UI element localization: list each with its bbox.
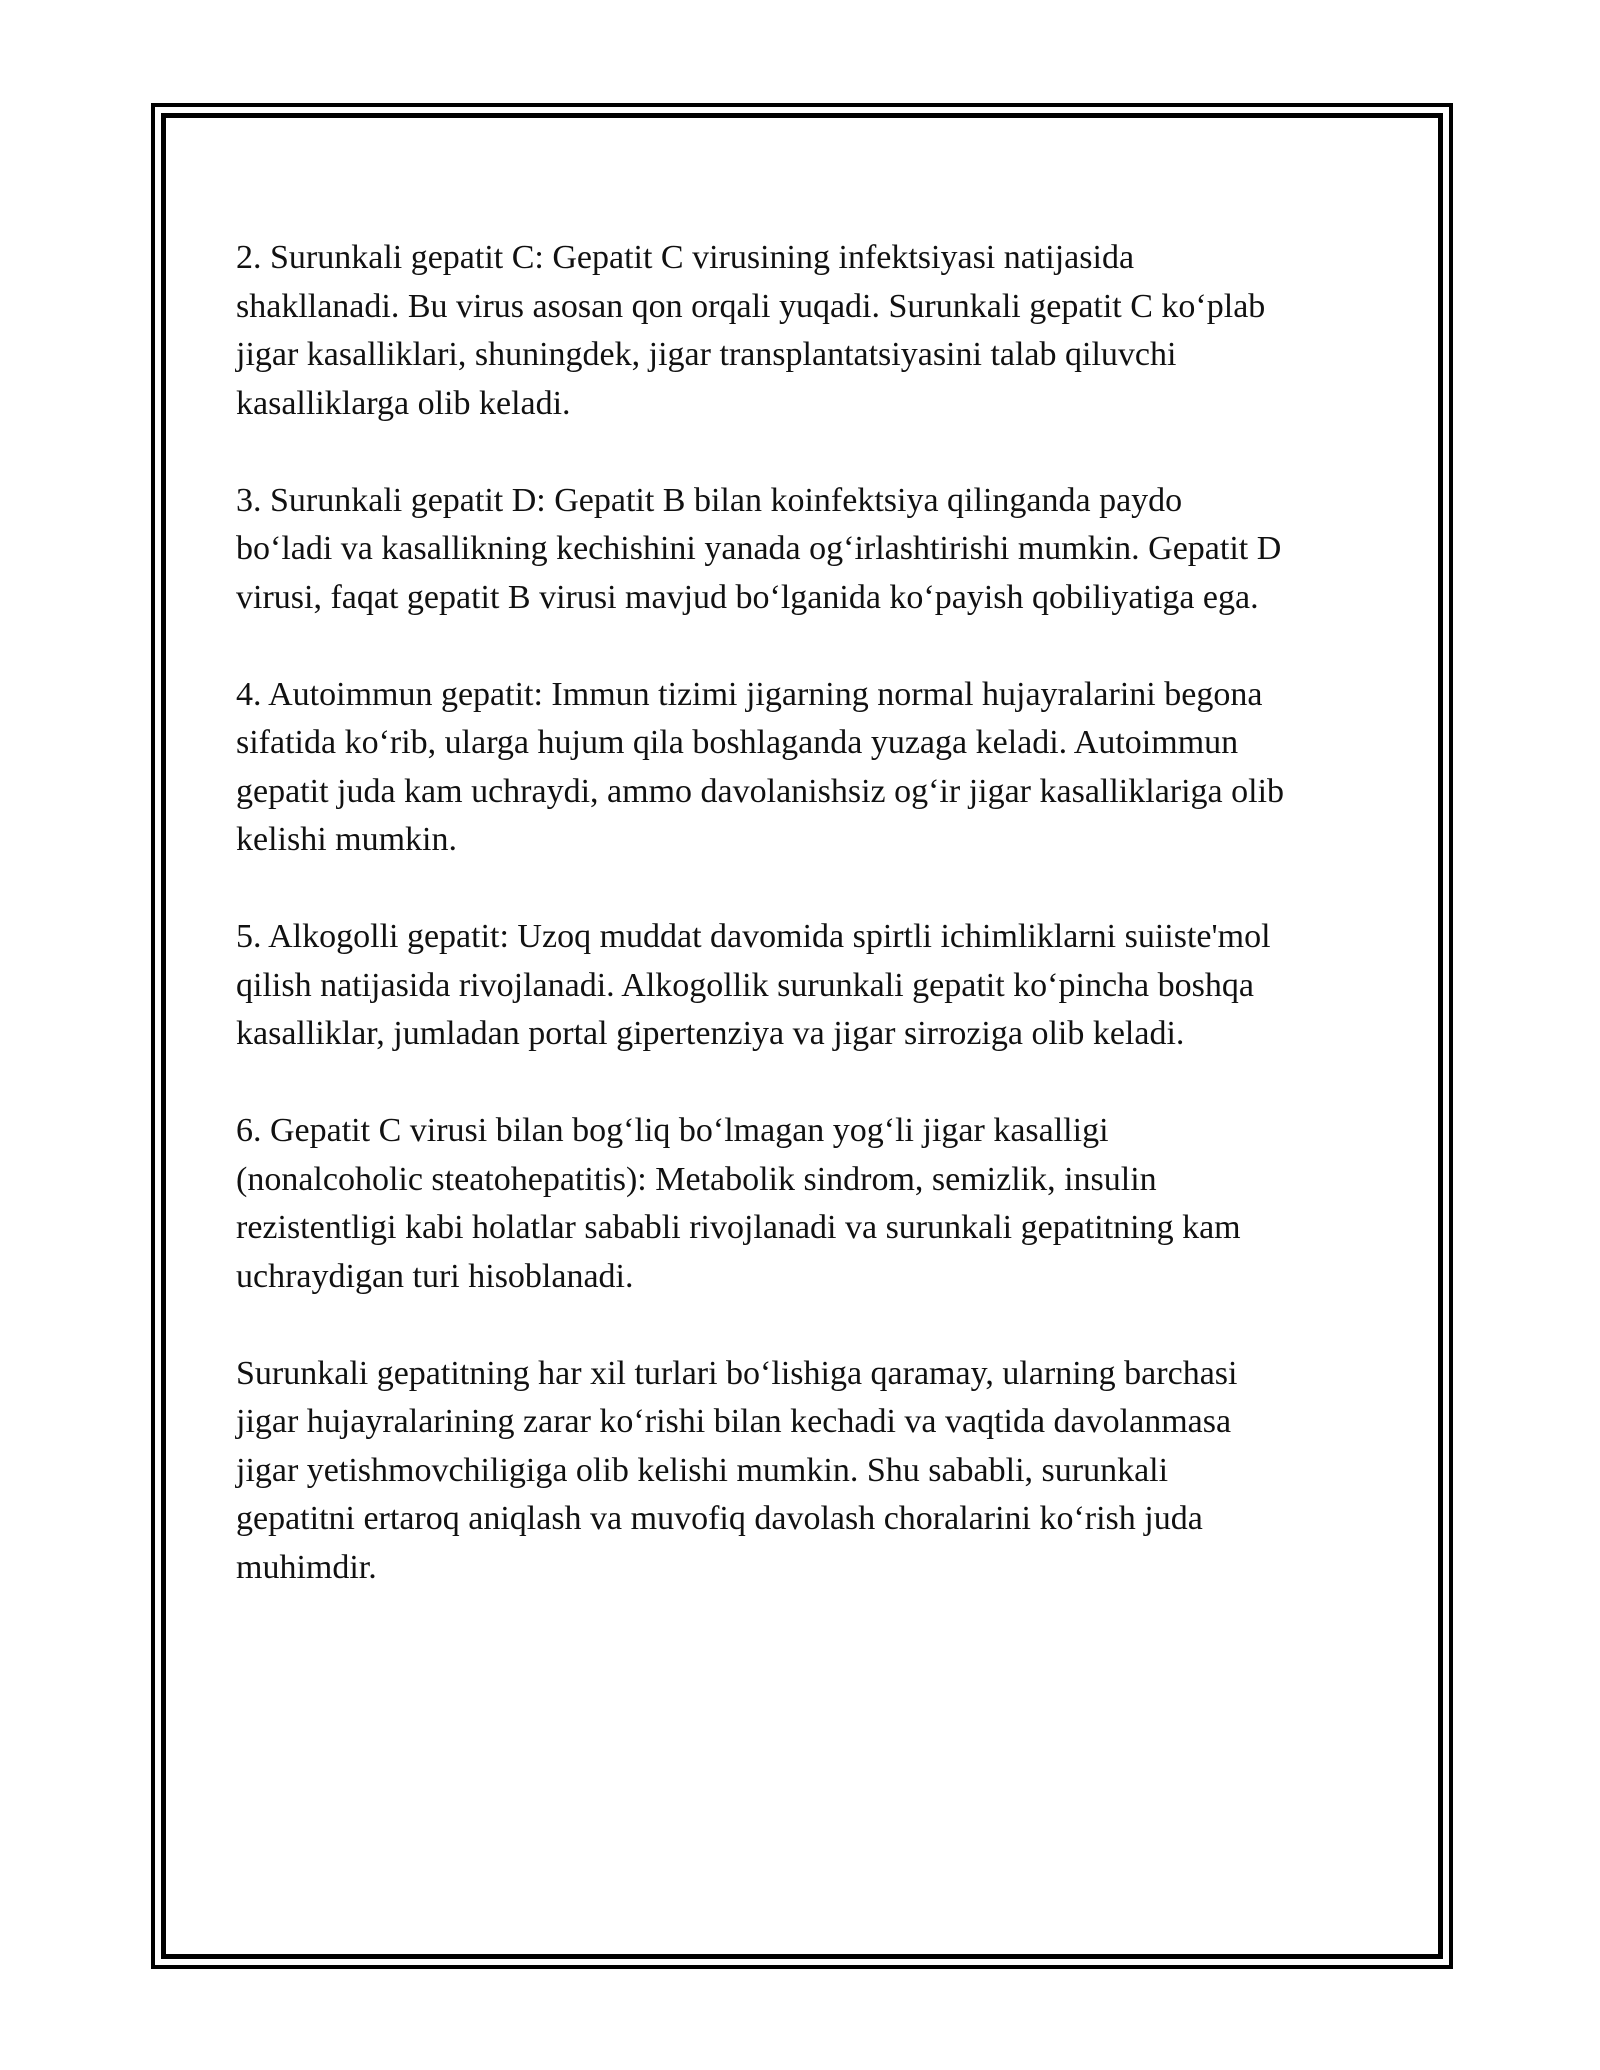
paragraph-fatty-liver <box>236 1107 1386 1301</box>
text-line: Surunkali gepatitning har xil turlari bo‘lishiga qaramay, ularning barchasi <box>236 1354 1238 1392</box>
text-line: muhimdir. <box>236 1548 377 1586</box>
text-line: uchraydigan turi hisoblanadi. <box>236 1257 634 1295</box>
text-line: jigar kasalliklari, shuningdek, jigar transplantatsiyasini talab qiluvchi <box>236 336 1177 373</box>
text-line: rezistentligi kabi holatlar sababli rivojlanadi va surunkali gepatitning kam <box>236 1209 1241 1246</box>
paragraph-alcoholic-hepatitis <box>236 913 1386 1059</box>
text-line: gepatit juda kam uchraydi, ammo davolanishsiz og‘ir jigar kasalliklariga olib <box>236 772 1285 810</box>
text-line: jigar yetishmovchiligiga olib kelishi mumkin. Shu sababli, surunkali <box>236 1451 1169 1489</box>
text-line: shakllanadi. Bu virus asosan qon orqali yuqadi. Surunkali gepatit C ko‘plab <box>236 287 1266 325</box>
text-line: qilish natijasida rivojlanadi. Alkogollik surunkali gepatit ko‘pincha boshqa <box>236 966 1254 1004</box>
text-line: kasalliklar, jumladan portal gipertenziya va jigar sirroziga olib keladi. <box>236 1015 1185 1052</box>
text-line: 3. Surunkali gepatit D: Gepatit B bilan koinfektsiya qilinganda paydo <box>236 481 1183 519</box>
text-line: bo‘ladi va kasallikning kechishini yanada og‘irlashtirishi mumkin. Gepatit D <box>236 530 1282 567</box>
text-line: 5. Alkogolli gepatit: Uzoq muddat davomida spirtli ichimliklarni suiiste'mol <box>236 918 1271 955</box>
paragraph-hepatitis-d <box>236 477 1386 623</box>
text-line: 2. Surunkali gepatit C: Gepatit C virusining infektsiyasi natijasida <box>236 239 1135 276</box>
text-line: kelishi mumkin. <box>236 821 457 858</box>
text-line: gepatitni ertaroq aniqlash va muvofiq davolash choralarini ko‘rish juda <box>236 1500 1203 1537</box>
paragraph-conclusion <box>236 1350 1386 1593</box>
text-line: 4. Autoimmun gepatit: Immun tizimi jigarning normal hujayralarini begona <box>236 675 1263 713</box>
text-line: sifatida ko‘rib, ularga hujum qila boshlaganda yuzaga keladi. Autoimmun <box>236 724 1239 761</box>
document-body <box>236 234 1386 1641</box>
text-line: jigar hujayralarining zarar ko‘rishi bilan kechadi va vaqtida davolanmasa <box>236 1403 1232 1440</box>
paragraph-hepatitis-c <box>236 234 1386 428</box>
paragraph-autoimmune-hepatitis <box>236 671 1386 865</box>
text-line: 6. Gepatit C virusi bilan bog‘liq bo‘lmagan yog‘li jigar kasalligi <box>236 1112 1109 1149</box>
text-line: (nonalcoholic steatohepatitis): Metabolik sindrom, semizlik, insulin <box>236 1160 1157 1198</box>
text-line: virusi, faqat gepatit B virusi mavjud bo‘lganida ko‘payish qobiliyatiga ega. <box>236 578 1259 616</box>
text-line: kasalliklarga olib keladi. <box>236 384 571 422</box>
